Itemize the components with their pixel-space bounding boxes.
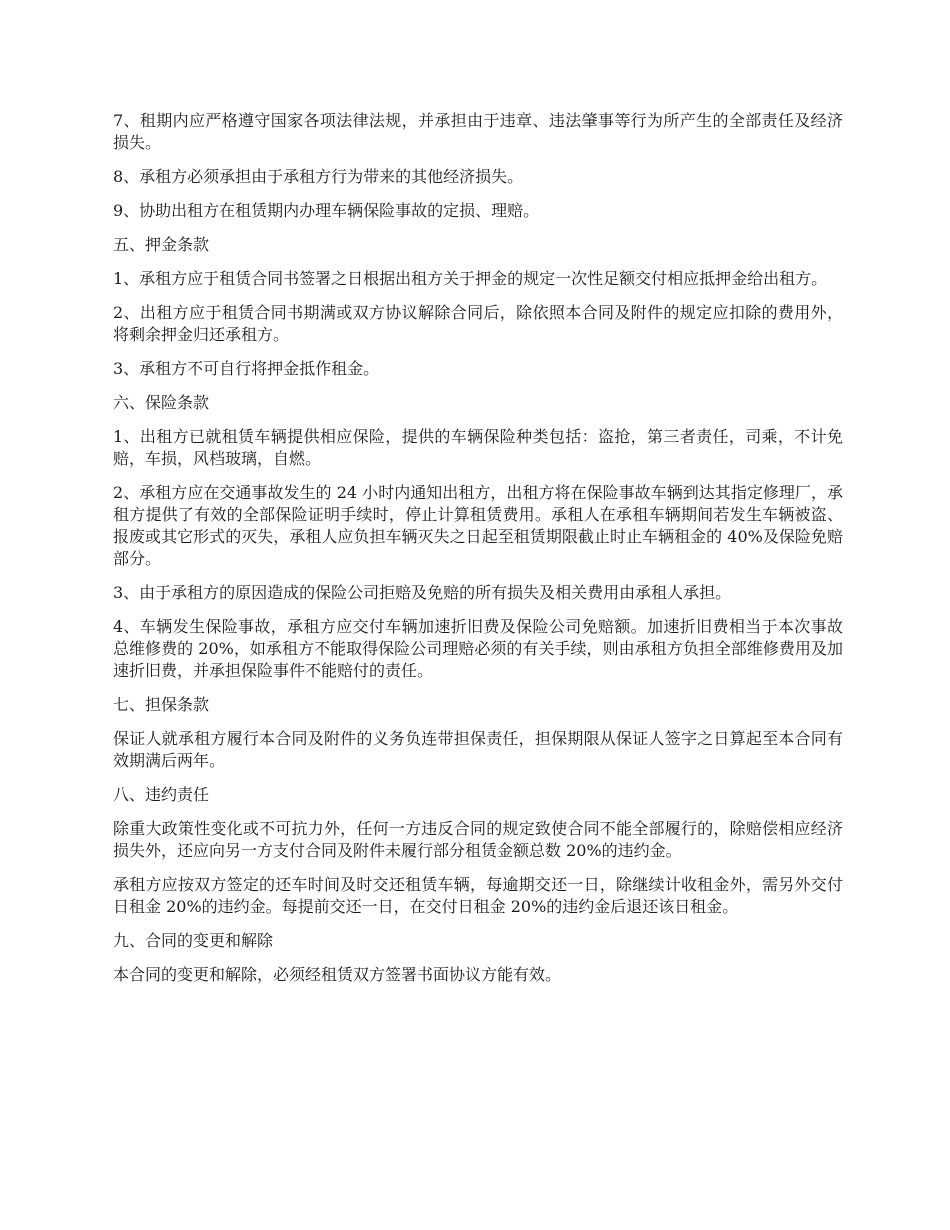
guarantee-clause: 保证人就承租方履行本合同及附件的义务负连带担保责任，担保期限从保证人签字之日算起至本合同有效期满后两年。 bbox=[113, 729, 843, 770]
deposit-clause-3: 3、承租方不可自行将押金抵作租金。 bbox=[113, 359, 380, 378]
insurance-clause-4: 4、车辆发生保险事故，承租方应交付车辆加速折旧费及保险公司免赔额。加速折旧费相当于本次事故总维修费的 20%，如承租方不能取得保险公司理赔必须的有关手续，则由承租方负担全部维修费用及加速折旧费，并承担保险事件不能赔付的责任。 bbox=[113, 617, 843, 680]
breach-clause-2: 承租方应按双方签定的还车时间及时交还租赁车辆，每逾期交还一日，除继续计收租金外，需另外交付日租金 20%的违约金。每提前交还一日，在交付日租金 20%的违约金后退还该日租金。 bbox=[113, 875, 843, 916]
clause-8-other-losses: 8、承租方必须承担由于承租方行为带来的其他经济损失。 bbox=[113, 167, 524, 186]
breach-clause-1: 除重大政策性变化或不可抗力外，任何一方违反合同的规定致使合同不能全部履行的，除赔偿相应经济损失外，还应向另一方支付合同及附件未履行部分租赁金额总数 20%的违约金。 bbox=[113, 819, 843, 860]
section-heading-breach: 八、违约责任 bbox=[113, 785, 210, 804]
deposit-clause-1: 1、承租方应于租赁合同书签署之日根据出租方关于押金的规定一次性足额交付相应抵押金给出租方。 bbox=[113, 269, 828, 288]
insurance-clause-3: 3、由于承租方的原因造成的保险公司拒赔及免赔的所有损失及相关费用由承租人承担。 bbox=[113, 583, 732, 602]
document-page bbox=[113, 110, 843, 998]
insurance-clause-1: 1、出租方已就租赁车辆提供相应保险，提供的车辆保险种类包括：盗抢，第三者责任，司乘，不计免赔，车损，风档玻璃，自燃。 bbox=[113, 427, 843, 468]
insurance-clause-2: 2、承租方应在交通事故发生的 24 小时内通知出租方，出租方将在保险事故车辆到达其指定修理厂，承租方提供了有效的全部保险证明手续时，停止计算租赁费用。承租人在承租车辆期间若发生车辆被盗、报废或其它形式的灭失，承租人应负担车辆灭失之日起至租赁期限截止时止车辆租金的 40%及保险免赔部分。 bbox=[113, 483, 843, 568]
section-heading-amendment: 九、合同的变更和解除 bbox=[113, 931, 274, 950]
section-heading-insurance: 六、保险条款 bbox=[113, 393, 210, 412]
section-heading-guarantee: 七、担保条款 bbox=[113, 695, 210, 714]
clause-9-insurance-assist: 9、协助出租方在租赁期内办理车辆保险事故的定损、理赔。 bbox=[113, 201, 540, 220]
deposit-clause-2: 2、出租方应于租赁合同书期满或双方协议解除合同后，除依照本合同及附件的规定应扣除的费用外，将剩余押金归还承租方。 bbox=[113, 303, 843, 344]
amendment-clause: 本合同的变更和解除，必须经租赁双方签署书面协议方能有效。 bbox=[113, 965, 562, 984]
section-heading-deposit: 五、押金条款 bbox=[113, 235, 210, 254]
clause-7-compliance: 7、租期内应严格遵守国家各项法律法规，并承担由于违章、违法肇事等行为所产生的全部责任及经济损失。 bbox=[113, 111, 843, 152]
